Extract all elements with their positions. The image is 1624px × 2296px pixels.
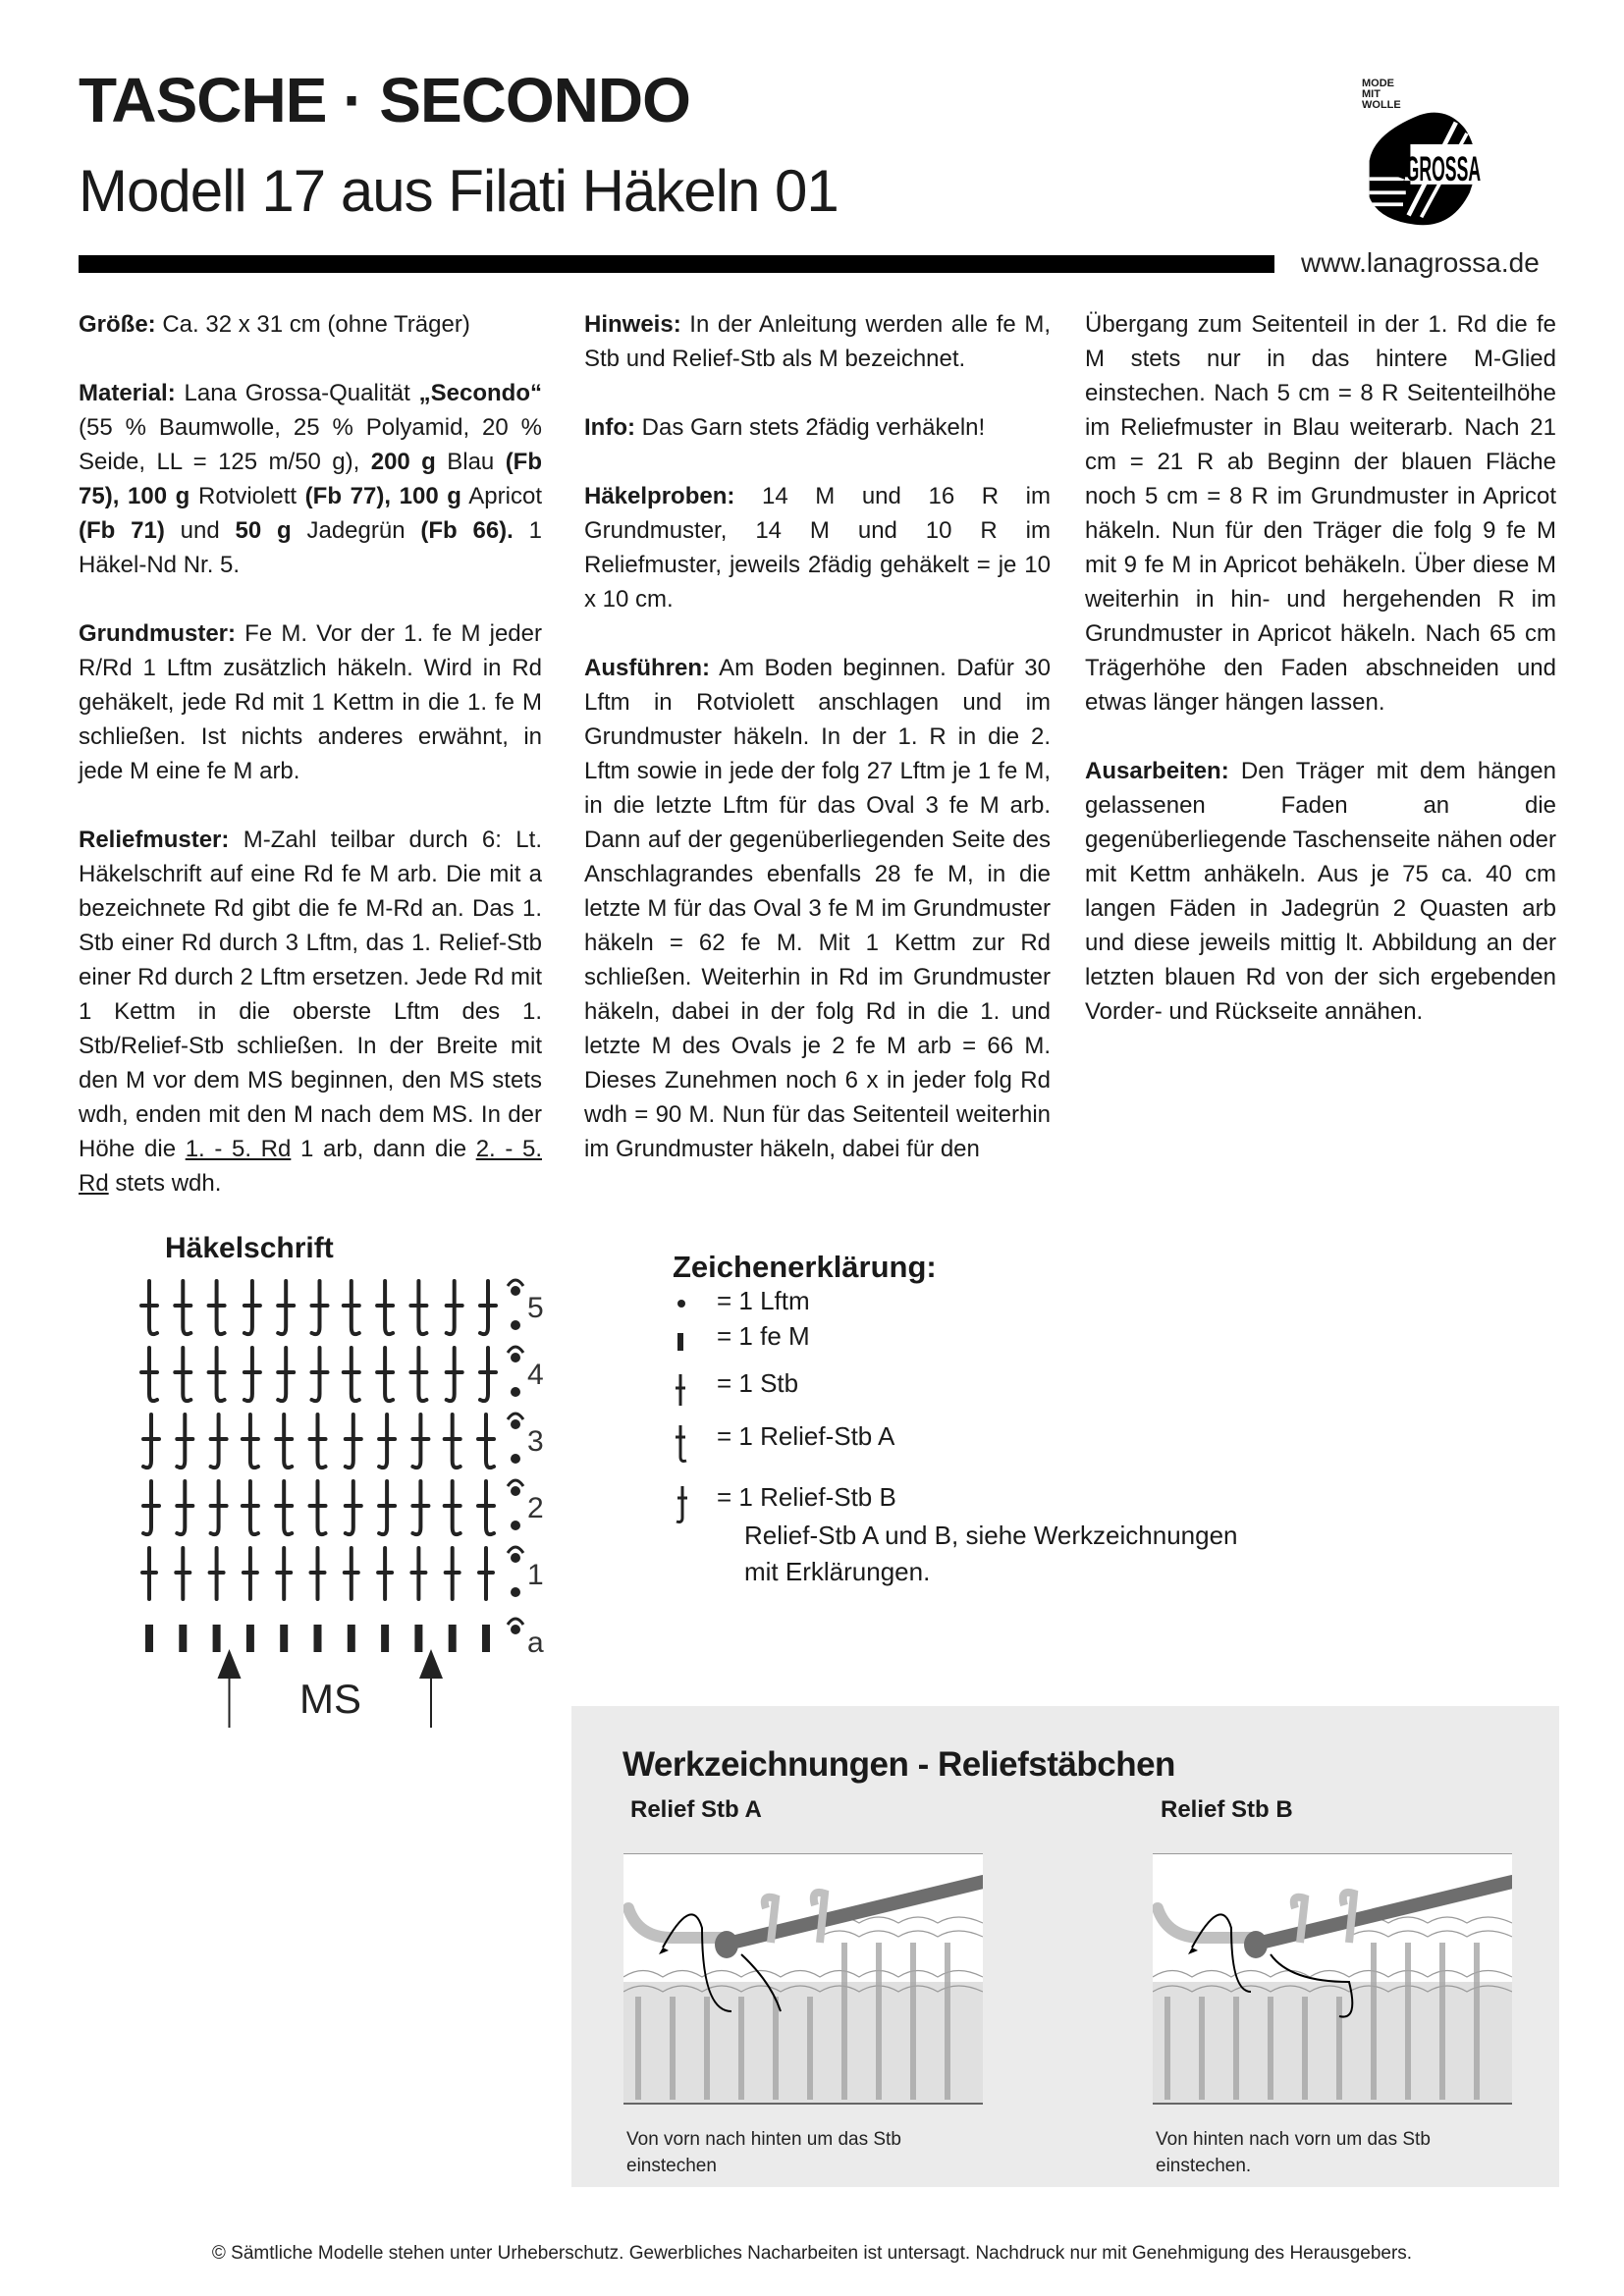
stitch-symbol-icon bbox=[276, 1415, 292, 1468]
stitch-symbol-icon bbox=[379, 1481, 395, 1534]
relief-stb-a-icon bbox=[668, 1421, 695, 1465]
continued-paragraph: Übergang zum Seitenteil in der 1. Rd die fe M stets nur in das hintere M-Glied einstechen. Nach 5 cm = 8 R Seitenteilhöhe im Reliefmuster in Blau weiterarb. Nach 21 cm = 21 R ab Beginn der blauen Fläche noch 5 cm = 8 R im Grundmuster in Apricot häkeln. Nun für den Träger die folg 9 fe M mit 9 fe M in Apricot behäkeln. Über diese M weiterhin in hin- und hergehenden R im Grundmuster in Apricot häkeln. Nach 65 cm Trägerhöhe den Faden abschneiden und etwas länger hängen lassen. bbox=[1085, 311, 1556, 716]
stitch-symbol-icon bbox=[345, 1548, 358, 1599]
copyright-footer: © Sämtliche Modelle stehen unter Urheberschutz. Gewerbliches Nacharbeiten ist untersagt. Nachdruck nur mit Genehmigung des Herausgebers. bbox=[211, 2243, 1413, 2264]
single-crochet-icon bbox=[381, 1625, 389, 1652]
legend-title: Zeichenerklärung: bbox=[673, 1250, 937, 1284]
single-crochet-icon bbox=[246, 1625, 254, 1652]
chain-dot-icon bbox=[511, 1521, 520, 1530]
chain-arc-icon bbox=[508, 1480, 523, 1486]
chain-arc-icon bbox=[508, 1619, 523, 1625]
row-label: 3 bbox=[527, 1425, 544, 1458]
stitch-symbol-icon bbox=[210, 1548, 224, 1599]
stitch-symbol-icon bbox=[377, 1281, 393, 1334]
stitch-symbol-icon bbox=[478, 1481, 494, 1534]
svg-text:LANA: LANA bbox=[1389, 144, 1409, 190]
stitch-symbol-icon bbox=[447, 1348, 462, 1401]
stitch-symbol-icon bbox=[143, 1481, 159, 1534]
chain-dot-icon bbox=[511, 1587, 520, 1597]
crochet-chart bbox=[128, 1276, 579, 1728]
stitch-symbol-icon bbox=[479, 1548, 493, 1599]
stitch-symbol-icon bbox=[177, 1481, 192, 1534]
stitch-symbol-icon bbox=[141, 1348, 157, 1401]
single-crochet-icon bbox=[449, 1625, 457, 1652]
reliefmuster-paragraph: Reliefmuster: M-Zahl teilbar durch 6: Lt. Häkelschrift auf eine Rd fe M arb. Die mit a bezeichnete Rd gibt die fe M-Rd an. Das 1. Stb einer Rd durch 3 Lftm, das 1. Relief-Stb einer Rd durch 2 Lftm ersetzen. Jede Rd mit 1 Kettm in die oberste Lftm des 1. Stb/Relief-Stb schließen. In der Breite mit den M vor dem MS beginnen, den MS stets wdh, enden mit den M nach dem MS. In der Höhe die 1. - 5. Rd 1 arb, dann die 2. - 5. Rd stets wdh. bbox=[79, 827, 542, 1197]
stitch-symbol-icon bbox=[276, 1481, 292, 1534]
stitch-symbol-icon bbox=[411, 1548, 425, 1599]
stitch-symbol-icon bbox=[344, 1281, 359, 1334]
working-drawings-title: Werkzeichnungen - Reliefstäbchen bbox=[623, 1745, 1175, 1784]
column-2 bbox=[584, 307, 1051, 1201]
chain-dot-icon bbox=[511, 1387, 520, 1397]
chain-arc-icon bbox=[508, 1347, 523, 1353]
stitch-symbol-icon bbox=[379, 1415, 395, 1468]
stitch-symbol-icon bbox=[377, 1348, 393, 1401]
crochet-chart-title: Häkelschrift bbox=[165, 1232, 334, 1264]
stitch-symbol-icon bbox=[209, 1348, 225, 1401]
page-title: TASCHE · SECONDO bbox=[79, 65, 690, 135]
stitch-symbol-icon bbox=[175, 1281, 190, 1334]
stitch-symbol-icon bbox=[310, 1415, 326, 1468]
panel-caption-a: Von vorn nach hinten um das Stb einstechen bbox=[626, 2129, 901, 2176]
stitch-symbol-icon bbox=[310, 1481, 326, 1534]
chain-dot-icon bbox=[511, 1625, 520, 1634]
chain-arc-icon bbox=[508, 1280, 523, 1286]
stitch-symbol-icon bbox=[346, 1481, 361, 1534]
stitch-symbol-icon bbox=[447, 1281, 462, 1334]
lana-grossa-logo-icon bbox=[1365, 106, 1492, 234]
stitch-symbol-icon bbox=[243, 1481, 258, 1534]
website-link[interactable]: www.lanagrossa.de bbox=[1301, 247, 1540, 278]
crochet-hook-illustration-icon bbox=[1153, 1854, 1512, 2103]
header-rule bbox=[79, 255, 1274, 273]
stitch-symbol-icon bbox=[143, 1415, 159, 1468]
stitch-symbol-icon bbox=[243, 1415, 258, 1468]
stitch-symbol-icon bbox=[176, 1548, 189, 1599]
stitch-symbol-icon bbox=[412, 1415, 428, 1468]
stitch-symbol-icon bbox=[244, 1281, 260, 1334]
info-paragraph: Info: Das Garn stets 2fädig verhäkeln! bbox=[584, 414, 986, 441]
stitch-symbol-icon bbox=[209, 1281, 225, 1334]
stitch-symbol-icon bbox=[445, 1415, 460, 1468]
legend-note: Relief-Stb A und B, siehe Werkzeichnungen mit Erklärungen. bbox=[744, 1521, 1238, 1586]
svg-text:GROSSA: GROSSA bbox=[1405, 149, 1482, 188]
single-crochet-icon bbox=[348, 1625, 355, 1652]
chain-dot-icon bbox=[511, 1486, 520, 1496]
stitch-symbol-icon bbox=[312, 1281, 328, 1334]
single-crochet-icon bbox=[280, 1625, 288, 1652]
panel-label-b: Relief Stb B bbox=[1161, 1796, 1293, 1823]
arrow-up-icon bbox=[218, 1649, 242, 1679]
crochet-hook-illustration-icon bbox=[623, 1854, 983, 2103]
stitch-symbol-icon bbox=[344, 1348, 359, 1401]
arrow-up-icon bbox=[419, 1649, 443, 1679]
chain-dot-icon bbox=[668, 1286, 695, 1325]
chain-arc-icon bbox=[508, 1547, 523, 1553]
stitch-symbol-icon bbox=[278, 1281, 294, 1334]
row-label: a bbox=[527, 1627, 544, 1659]
stitch-symbol-icon bbox=[175, 1348, 190, 1401]
stitch-symbol-icon bbox=[480, 1348, 496, 1401]
chain-dot-icon bbox=[511, 1286, 520, 1296]
stitch-symbol-icon bbox=[244, 1548, 257, 1599]
stitch-symbol-icon bbox=[410, 1281, 426, 1334]
stitch-symbol-icon bbox=[177, 1415, 192, 1468]
single-crochet-icon bbox=[668, 1321, 695, 1361]
stitch-symbol-icon bbox=[277, 1548, 291, 1599]
grundmuster-paragraph: Grundmuster: Fe M. Vor der 1. fe M jeder R/Rd 1 Lftm zusätzlich häkeln. Wird in Rd gehäkelt, jede Rd mit 1 Kettm in die 1. fe M schließen. Ist nichts anderes erwähnt, in jede M eine fe M arb. bbox=[79, 620, 542, 784]
chain-dot-icon bbox=[511, 1454, 520, 1464]
single-crochet-icon bbox=[482, 1625, 490, 1652]
stitch-symbol-icon bbox=[480, 1281, 496, 1334]
ausarbeiten-paragraph: Ausarbeiten: Den Träger mit dem hängen gelassenen Faden an die gegenüberliegende Taschenseite nähen oder mit Kettm anhäkeln. Aus je 75 ca. 40 cm langen Fäden in Jadegrün 2 Quasten arb und diese jeweils mittig lt. Abbildung an der letzten blauen Rd von der sich ergebenden Vorder- und Rückseite annähen. bbox=[1085, 758, 1556, 1025]
stitch-symbol-icon bbox=[278, 1348, 294, 1401]
single-crochet-icon bbox=[414, 1625, 422, 1652]
column-1 bbox=[79, 307, 542, 1235]
material-paragraph: Material: Lana Grossa-Qualität „Secondo“ (55 % Baumwolle, 25 % Polyamid, 20 % Seide, LL = 125 m/50 g), 200 g Blau (Fb 75), 100 g Rotviolett (Fb 77), 100 g Apricot (Fb 71) und 50 g Jadegrün (Fb 66). 1 Häkel-Nd Nr. 5. bbox=[79, 380, 542, 578]
groesse-paragraph: Größe: Ca. 32 x 31 cm (ohne Träger) bbox=[79, 311, 470, 338]
stitch-symbol-icon bbox=[478, 1415, 494, 1468]
ausfuehren-paragraph: Ausführen: Am Boden beginnen. Dafür 30 Lftm in Rotviolett anschlagen und im Grundmuster häkeln. In der 1. R in die 2. Lftm sowie in jede der folg 27 Lftm je 1 fe M, in die letzte Lftm für das Oval 3 fe M arb. Dann auf der gegenüberliegenden Seite des Anschlagrandes ebenfalls 28 fe M, in die letzte M für das Oval 3 fe M im Grundmuster häkeln = 62 fe M. Mit 1 Kettm zur Rd schließen. Weiterhin in Rd im Grundmuster häkeln, dabei in der folg Rd in die 1. und letzte M des Ovals je 2 fe M arb = 66 M. Dieses Zunehmen noch 6 x in jeder folg Rd wdh = 90 M. Nun für das Seitenteil weiterhin im Grundmuster häkeln, dabei für den bbox=[584, 655, 1051, 1162]
row-label: 1 bbox=[527, 1559, 544, 1591]
stitch-symbol-icon bbox=[346, 1415, 361, 1468]
stitch-symbol-icon bbox=[412, 1481, 428, 1534]
repeat-label: MS bbox=[299, 1676, 361, 1722]
relief-stb-b-icon bbox=[668, 1482, 695, 1525]
column-3 bbox=[1085, 307, 1556, 1063]
page-subtitle: Modell 17 aus Filati Häkeln 01 bbox=[79, 158, 839, 224]
single-crochet-icon bbox=[314, 1625, 322, 1652]
row-label: 2 bbox=[527, 1492, 544, 1524]
stitch-symbol-icon bbox=[311, 1548, 325, 1599]
double-crochet-icon bbox=[668, 1368, 695, 1408]
relief-stb-a-illustration bbox=[623, 1853, 983, 2105]
hinweis-paragraph: Hinweis: In der Anleitung werden alle fe M, Stb und Relief-Stb als M bezeichnet. bbox=[584, 311, 1051, 372]
chain-dot-icon bbox=[511, 1553, 520, 1563]
panel-caption-b: Von hinten nach vorn um das Stb einstechen. bbox=[1156, 2129, 1431, 2176]
stitch-symbol-icon bbox=[141, 1281, 157, 1334]
relief-stb-b-illustration bbox=[1153, 1853, 1512, 2105]
working-drawings-box bbox=[571, 1706, 1559, 2187]
single-crochet-icon bbox=[179, 1625, 187, 1652]
row-label: 4 bbox=[527, 1359, 544, 1391]
stitch-symbol-icon bbox=[211, 1415, 227, 1468]
stitch-symbol-icon bbox=[446, 1548, 460, 1599]
row-label: 5 bbox=[527, 1292, 544, 1324]
chain-dot-icon bbox=[511, 1353, 520, 1362]
stitch-symbol-icon bbox=[244, 1348, 260, 1401]
chain-arc-icon bbox=[508, 1414, 523, 1419]
stitch-symbol-icon bbox=[378, 1548, 392, 1599]
stitch-symbol-icon bbox=[142, 1548, 156, 1599]
stitch-symbol-icon bbox=[312, 1348, 328, 1401]
chain-dot-icon bbox=[511, 1320, 520, 1330]
logo-tagline: MODE MIT WOLLE bbox=[1362, 78, 1401, 111]
single-crochet-icon bbox=[213, 1625, 221, 1652]
haekelproben-paragraph: Häkelproben: 14 M und 16 R im Grundmuster, 14 M und 10 R im Reliefmuster, jeweils 2fädig gehäkelt = je 10 x 10 cm. bbox=[584, 483, 1051, 613]
stitch-symbol-icon bbox=[211, 1481, 227, 1534]
stitch-symbol-icon bbox=[445, 1481, 460, 1534]
panel-label-a: Relief Stb A bbox=[630, 1796, 762, 1823]
single-crochet-icon bbox=[145, 1625, 153, 1652]
chain-dot-icon bbox=[511, 1419, 520, 1429]
stitch-symbol-icon bbox=[410, 1348, 426, 1401]
